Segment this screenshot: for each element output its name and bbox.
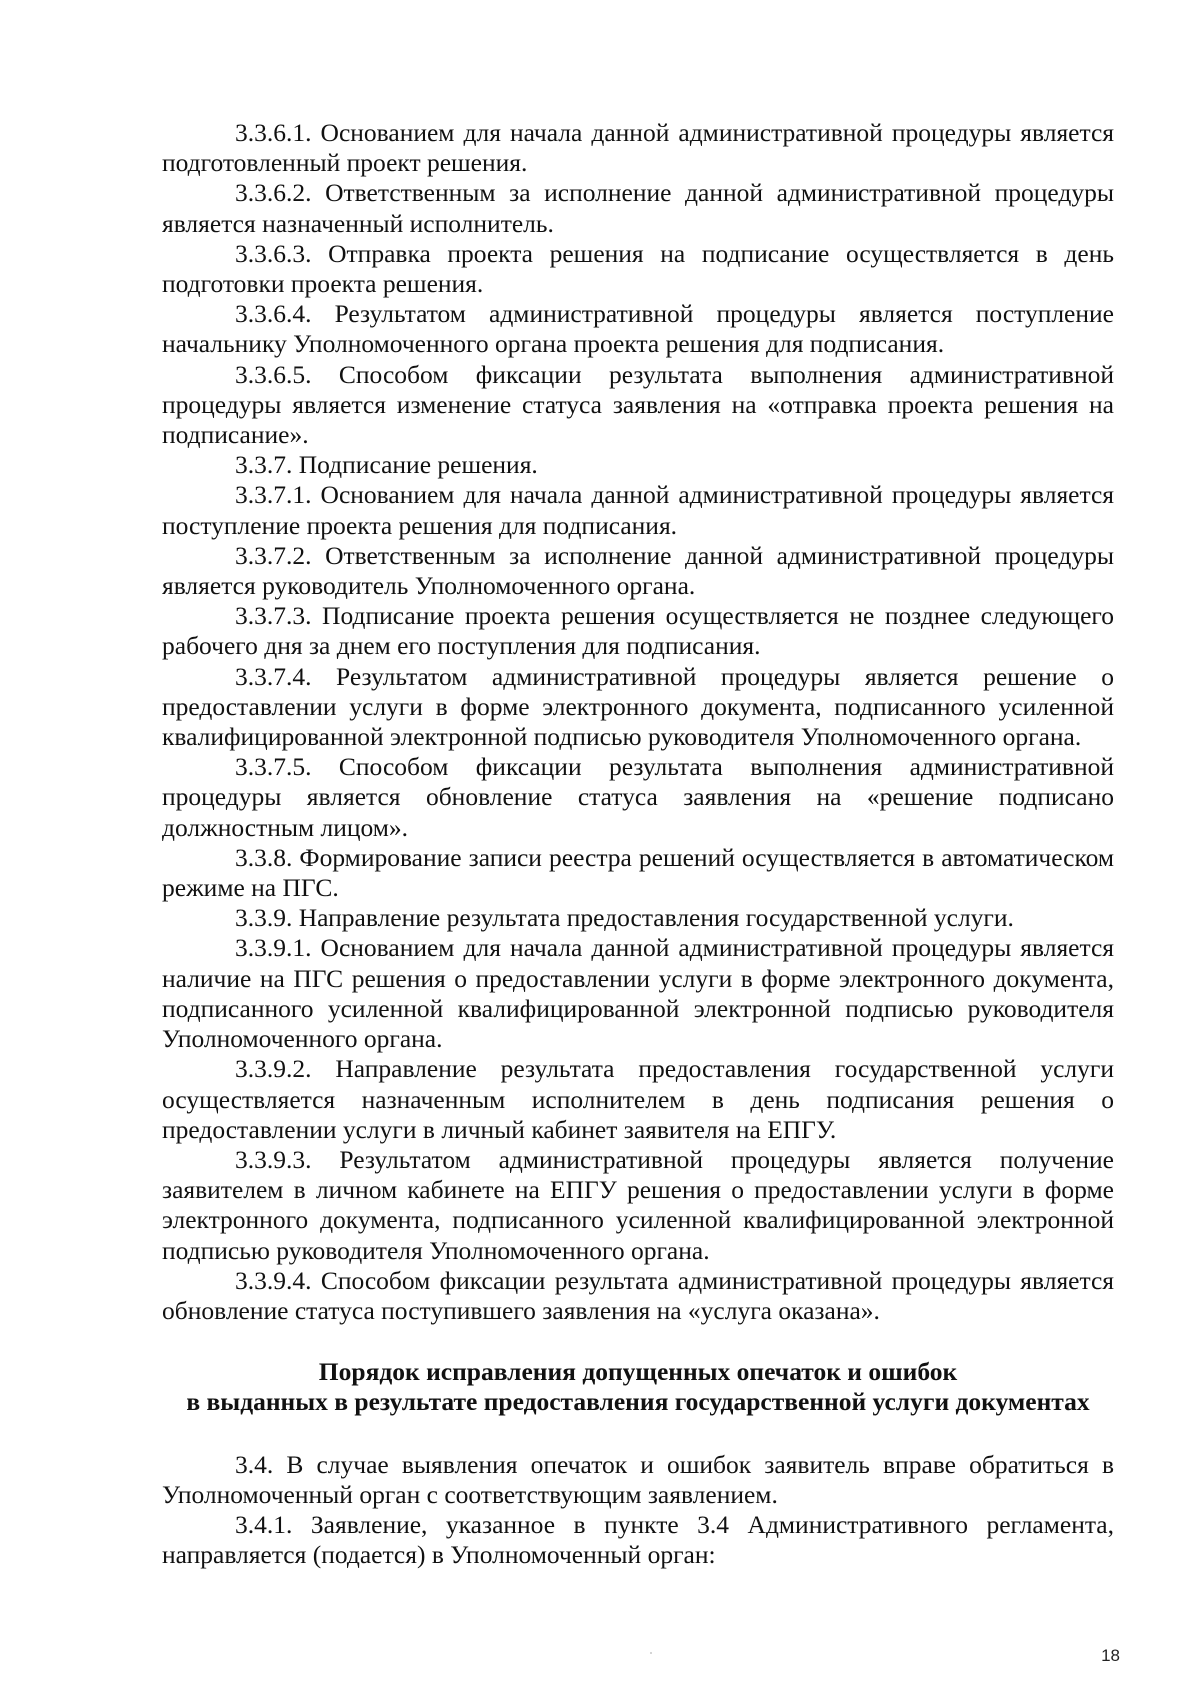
- paragraph-3-3-7-1: 3.3.7.1. Основанием для начала данной административной процедуры является поступление проекта решения для подписания.: [162, 480, 1114, 540]
- paragraph-3-3-7: 3.3.7. Подписание решения.: [235, 450, 538, 480]
- paragraph-3-3-6-4: 3.3.6.4. Результатом административной процедуры является поступление начальнику Уполномоченного органа проекта решения для подписания.: [162, 299, 1114, 359]
- scan-speck: [650, 1652, 652, 1654]
- section-heading-line-1: Порядок исправления допущенных опечаток и ошибок: [318, 1357, 958, 1387]
- section-heading-line-2: в выданных в результате предоставления государственной услуги документах: [186, 1387, 1090, 1417]
- page-number: 18: [1101, 1646, 1120, 1665]
- paragraph-3-3-9-2: 3.3.9.2. Направление результата предоставления государственной услуги осуществляется назначенным исполнителем в день подписания решения о предоставлении услуги в личный кабинет заявителя на ЕПГУ.: [162, 1054, 1114, 1144]
- paragraph-3-3-9: 3.3.9. Направление результата предоставления государственной услуги.: [235, 903, 1014, 933]
- paragraph-3-3-7-2: 3.3.7.2. Ответственным за исполнение данной административной процедуры является руководитель Уполномоченного органа.: [162, 540, 1114, 601]
- paragraph-3-4-1: 3.4.1. Заявление, указанное в пункте 3.4 Административного регламента, направляется (подается) в Уполномоченный орган:: [162, 1509, 1114, 1570]
- paragraph-3-3-6-2: 3.3.6.2. Ответственным за исполнение данной административной процедуры является назначенный исполнитель.: [162, 178, 1114, 238]
- paragraph-3-4: 3.4. В случае выявления опечаток и ошибок заявитель вправе обратиться в Уполномоченный орган с соответствующим заявлением.: [162, 1449, 1114, 1509]
- paragraph-3-3-7-3: 3.3.7.3. Подписание проекта решения осуществляется не позднее следующего рабочего дня за днем его поступления для подписания.: [162, 601, 1114, 661]
- paragraph-3-3-7-5: 3.3.7.5. Способом фиксации результата выполнения административной процедуры является обновление статуса заявления на «решение подписано должностным лицом».: [162, 752, 1114, 842]
- paragraph-3-3-6-5: 3.3.6.5. Способом фиксации результата выполнения административной процедуры является изменение статуса заявления на «отправка проекта решения на подписание».: [162, 359, 1114, 450]
- paragraph-3-3-9-1: 3.3.9.1. Основанием для начала данной административной процедуры является наличие на ПГС решения о предоставлении услуги в форме электронного документа, подписанного усиленной квалифицированной электронной подписью руководителя Уполномоченного органа.: [162, 933, 1114, 1054]
- section-heading: [162, 1357, 1114, 1417]
- paragraph-3-3-8: 3.3.8. Формирование записи реестра решений осуществляется в автоматическом режиме на ПГС.: [162, 842, 1114, 903]
- paragraph-3-3-9-3: 3.3.9.3. Результатом административной процедуры является получение заявителем в личном кабинете на ЕПГУ решения о предоставлении услуги в форме электронного документа, подписанного усиленной квалифицированной электронной подписью руководителя Уполномоченного органа.: [162, 1144, 1114, 1265]
- paragraph-3-3-7-4: 3.3.7.4. Результатом административной процедуры является решение о предоставлении услуги в форме электронного документа, подписанного усиленной квалифицированной электронной подписью руководителя Уполномоченного органа.: [162, 661, 1114, 752]
- paragraph-3-3-6-3: 3.3.6.3. Отправка проекта решения на подписание осуществляется в день подготовки проекта решения.: [162, 238, 1114, 299]
- document-body: [162, 118, 1114, 1570]
- paragraph-3-3-9-4: 3.3.9.4. Способом фиксации результата административной процедуры является обновление статуса поступившего заявления на «услуга оказана».: [162, 1265, 1114, 1325]
- paragraph-3-3-6-1: 3.3.6.1. Основанием для начала данной административной процедуры является подготовленный проект решения.: [162, 118, 1114, 178]
